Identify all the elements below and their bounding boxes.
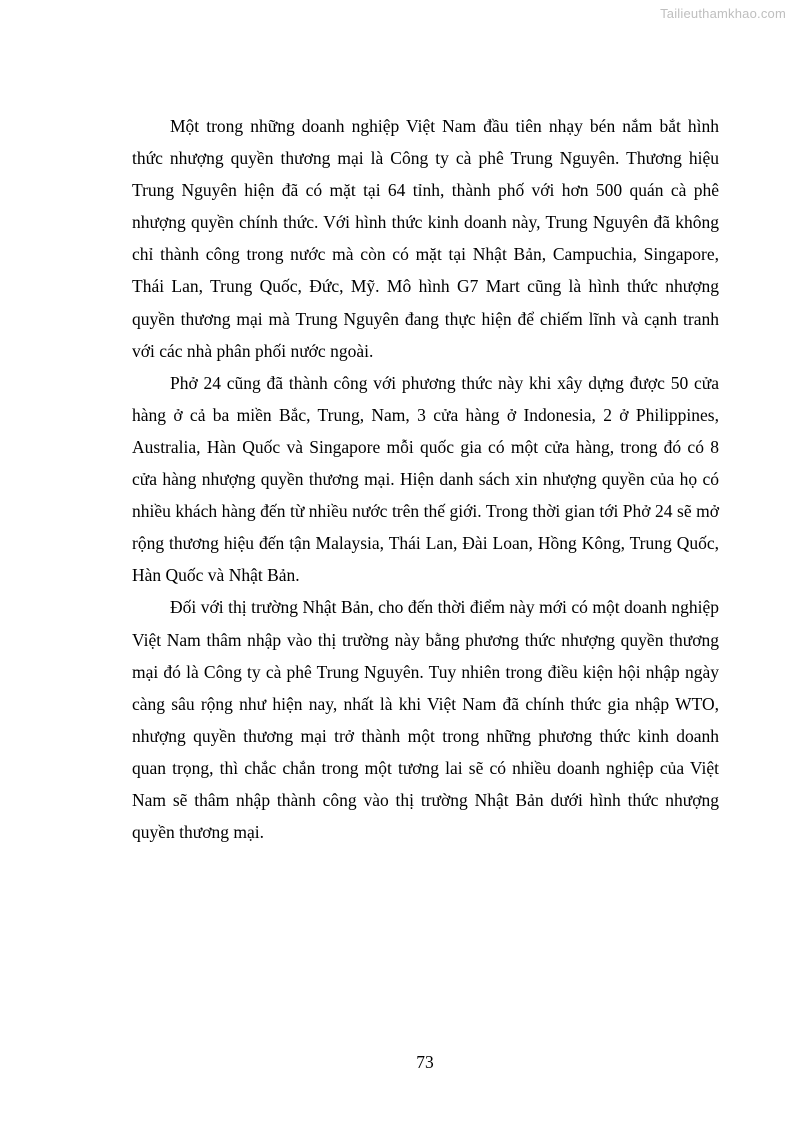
document-body xyxy=(132,110,719,848)
watermark-text: Tailieuthamkhao.com xyxy=(660,6,786,21)
page-number: 73 xyxy=(416,1052,434,1072)
paragraph-pho-24: Phở 24 cũng đã thành công với phương thức này khi xây dựng được 50 cửa hàng ở cả ba miền Bắc, Trung, Nam, 3 cửa hàng ở Indonesia, 2 ở Philippines, Australia, Hàn Quốc và Singapore mỗi quốc gia có một cửa hàng, trong đó có 8 cửa hàng nhượng quyền thương mại. Hiện danh sách xin nhượng quyền của họ có nhiều khách hàng đến từ nhiều nước trên thế giới. Trong thời gian tới Phở 24 sẽ mở rộng thương hiệu đến tận Malaysia, Thái Lan, Đài Loan, Hồng Kông, Trung Quốc, Hàn Quốc và Nhật Bản. xyxy=(132,372,719,586)
paragraph-trung-nguyen: Một trong những doanh nghiệp Việt Nam đầu tiên nhạy bén nắm bắt hình thức nhượng quyền thương mại là Công ty cà phê Trung Nguyên. Thương hiệu Trung Nguyên hiện đã có mặt tại 64 tỉnh, thành phố với hơn 500 quán cà phê nhượng quyền chính thức. Với hình thức kinh doanh này, Trung Nguyên đã không chỉ thành công trong nước mà còn có mặt tại Nhật Bản, Campuchia, Singapore, Thái Lan, Trung Quốc, Đức, Mỹ. Mô hình G7 Mart cũng là hình thức nhượng quyền thương mại mà Trung Nguyên đang thực hiện để chiếm lĩnh và cạnh tranh với các nhà phân phối nước ngoài. xyxy=(132,116,719,361)
paragraph-japan-market: Đối với thị trường Nhật Bản, cho đến thời điểm này mới có một doanh nghiệp Việt Nam thâm nhập vào thị trường này bằng phương thức nhượng quyền thương mại đó là Công ty cà phê Trung Nguyên. Tuy nhiên trong điều kiện hội nhập ngày càng sâu rộng như hiện nay, nhất là khi Việt Nam đã chính thức gia nhập WTO, nhượng quyền thương mại trở thành một trong những phương thức kinh doanh quan trọng, thì chắc chắn trong một tương lai sẽ có nhiều doanh nghiệp của Việt Nam sẽ thâm nhập thành công vào thị trường Nhật Bản dưới hình thức nhượng quyền thương mại. xyxy=(132,597,719,843)
